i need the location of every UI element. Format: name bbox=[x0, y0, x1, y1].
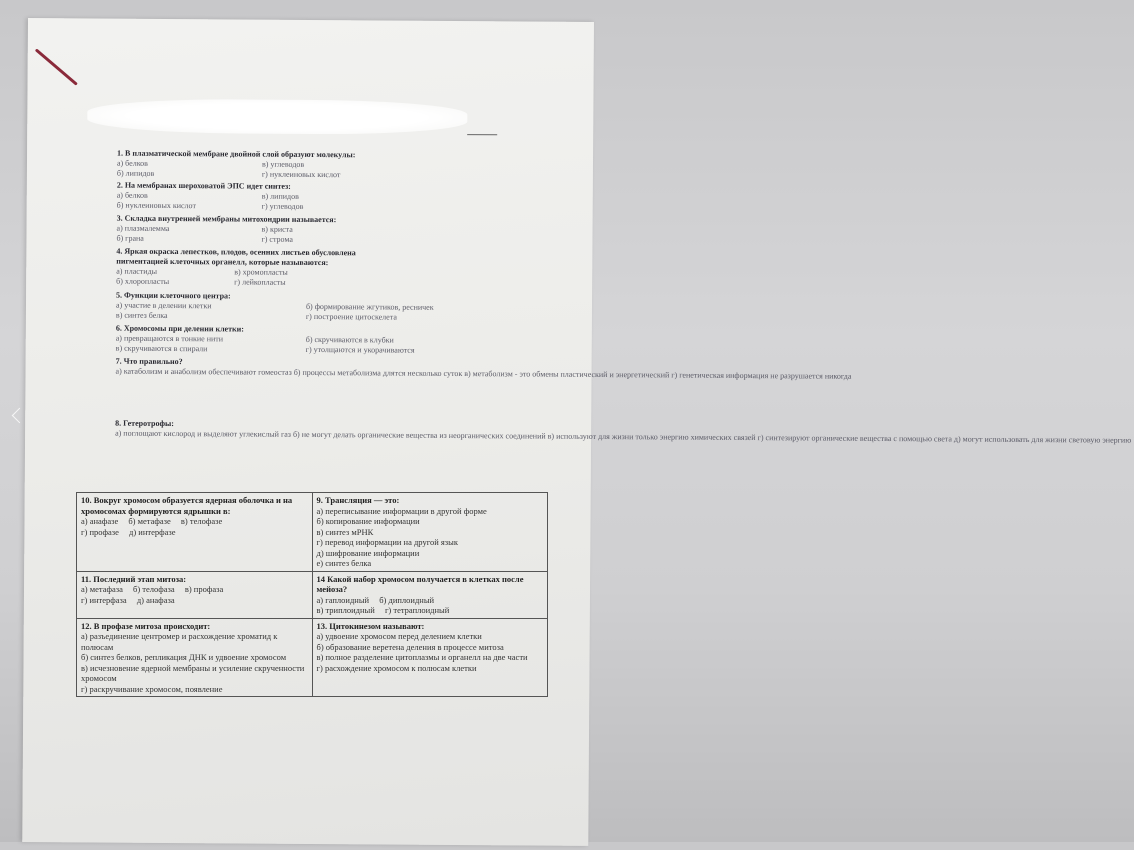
option: б) скручиваются в клубки bbox=[305, 334, 394, 345]
question-5 bbox=[116, 291, 434, 323]
option: в) углеводов bbox=[261, 159, 305, 169]
option: а) разъединение центромер и расхождение хроматид к полюсам bbox=[81, 631, 278, 652]
option: б) хлоропласты bbox=[116, 276, 170, 286]
question-9-cell bbox=[312, 493, 548, 572]
option: б) нуклеиновых кислот bbox=[116, 200, 196, 211]
question-title: 3. Складка внутренней мембраны митохондрии называется: bbox=[116, 213, 337, 225]
question-6 bbox=[116, 324, 415, 356]
question-7 bbox=[115, 357, 851, 382]
redacted-header bbox=[87, 98, 467, 135]
option: д) могут использовать для жизни световую энергию bbox=[953, 434, 1132, 445]
option: а) белков bbox=[116, 158, 149, 168]
option: а) поглощают кислород и выделяют углекислый газ bbox=[115, 428, 292, 439]
option: г) углеводов bbox=[261, 201, 304, 211]
question-1 bbox=[117, 149, 356, 181]
option: а) превращаются в тонкие нити bbox=[115, 333, 224, 344]
option: б) формирование жгутиков, ресничек bbox=[305, 301, 434, 312]
question-14-cell bbox=[312, 571, 548, 618]
question-2 bbox=[117, 181, 304, 212]
option: в) криста bbox=[261, 224, 293, 234]
option: б) не могут делать органические вещества из неорганических соединений bbox=[292, 429, 546, 441]
question-4 bbox=[116, 247, 356, 289]
question-title: 1. В плазматической мембране двойной слой образуют молекулы: bbox=[117, 148, 356, 160]
option: г) расхождение хромосом к полюсам клетки bbox=[316, 662, 477, 673]
question-title: 11. Последний этап митоза: bbox=[81, 573, 187, 584]
option: д) анафаза bbox=[136, 594, 175, 605]
option: а) удвоение хромосом перед делением клетки bbox=[316, 631, 482, 641]
question-title: 14 Какой набор хромосом получается в клетках после мейоза? bbox=[316, 573, 524, 594]
question-12-cell bbox=[77, 618, 313, 697]
question-title: 9. Трансляция — это: bbox=[316, 495, 400, 505]
option: а) катаболизм и анаболизм обеспечивают гомеостаз bbox=[115, 366, 292, 377]
table-row bbox=[77, 571, 548, 618]
option: е) синтез белка bbox=[316, 558, 372, 568]
option: г) интерфаза bbox=[81, 594, 127, 605]
option: в) скручиваются в спирали bbox=[115, 343, 208, 354]
option: а) плазмалемма bbox=[116, 223, 170, 233]
option: в) липидов bbox=[261, 191, 299, 201]
option: в) метаболизм - это обмены пластический и энергетический bbox=[464, 369, 670, 380]
option: б) телофаза bbox=[133, 584, 175, 594]
option: б) копирование информации bbox=[316, 516, 420, 526]
option: в) полное разделение цитоплазмы и органелл на две части bbox=[316, 652, 528, 662]
question-13-cell bbox=[312, 618, 548, 697]
option: в) телофазе bbox=[180, 516, 223, 526]
header-underline bbox=[467, 134, 497, 135]
option: в) используют для жизни только энергию химических связей bbox=[547, 431, 756, 443]
option: г) построение цитоскелета bbox=[305, 311, 397, 322]
option: б) образование веретена деления в процессе митоза bbox=[316, 641, 504, 652]
question-3 bbox=[116, 214, 336, 246]
option: а) гаплоидный bbox=[316, 594, 370, 605]
option: а) анафазе bbox=[81, 516, 119, 526]
option: а) пластиды bbox=[116, 266, 158, 276]
question-title-continued: пигментацией клеточных органелл, которые называются: bbox=[116, 256, 329, 268]
option: г) профазе bbox=[81, 526, 119, 537]
question-title: 8. Гетеротрофы: bbox=[115, 418, 174, 429]
option: г) утолщаются и укорачиваются bbox=[305, 344, 415, 355]
question-8 bbox=[115, 419, 1131, 446]
option: а) участие в делении клетки bbox=[115, 300, 212, 311]
question-title: 4. Яркая окраска лепестков, плодов, осенних листьев обусловлена bbox=[116, 246, 356, 258]
paper-sheet bbox=[22, 18, 1132, 846]
question-title: 10. Вокруг хромосом образуется ядерная оболочка и на хромосомах формируются ядрышки в: bbox=[81, 495, 293, 516]
option: д) интерфазе bbox=[129, 526, 176, 537]
option: б) диплоидный bbox=[379, 594, 435, 605]
question-title: 12. В профазе митоза происходит: bbox=[81, 620, 211, 631]
option: б) синтез белков, репликация ДНК и удвоение хромосом bbox=[81, 652, 287, 662]
question-11-cell bbox=[77, 571, 313, 618]
option: г) нуклеиновых кислот bbox=[261, 169, 341, 180]
option: г) строма bbox=[261, 234, 293, 244]
option: д) шифрование информации bbox=[316, 547, 420, 558]
option: в) синтез мРНК bbox=[316, 526, 374, 537]
option: г) раскручивание хромосом, появление bbox=[81, 683, 223, 694]
option: б) грана bbox=[116, 233, 144, 243]
question-title: 13. Цитокинезом называют: bbox=[316, 620, 425, 631]
option: б) процессы метаболизма длятся несколько суток bbox=[293, 367, 463, 379]
option: а) переписывание информации в другой форме bbox=[316, 505, 487, 516]
question-title: 6. Хромосомы при делении клетки: bbox=[115, 323, 244, 334]
option: г) синтезируют органические вещества с помощью света bbox=[757, 433, 952, 444]
option: в) исчезновение ядерной мембраны и усиление скрученности хромосом bbox=[81, 662, 305, 683]
option: г) перевод информации на другой язык bbox=[316, 537, 459, 547]
table-row bbox=[77, 618, 548, 697]
option: в) триплоидный bbox=[316, 605, 375, 615]
option: в) хромопласты bbox=[234, 267, 288, 277]
table-row bbox=[77, 493, 548, 572]
option: в) профаза bbox=[184, 584, 224, 594]
questions-table bbox=[76, 492, 548, 697]
question-title: 5. Функции клеточного центра: bbox=[116, 290, 231, 301]
option: г) тетраплоидный bbox=[384, 605, 450, 615]
question-title: 2. На мембранах шероховатой ЭПС идет синтез: bbox=[116, 180, 291, 191]
question-10-cell bbox=[77, 493, 313, 572]
option: г) лейкопласты bbox=[234, 277, 286, 287]
option: б) липидов bbox=[116, 168, 155, 178]
option: г) генетическая информация не разрушается никогда bbox=[671, 370, 852, 381]
question-title: 7. Что правильно? bbox=[115, 356, 183, 367]
option: а) белков bbox=[116, 190, 148, 200]
option: а) метафаза bbox=[81, 584, 123, 594]
pen-mark bbox=[35, 48, 78, 85]
option: в) синтез белка bbox=[115, 310, 168, 320]
option: б) метафазе bbox=[128, 516, 171, 526]
